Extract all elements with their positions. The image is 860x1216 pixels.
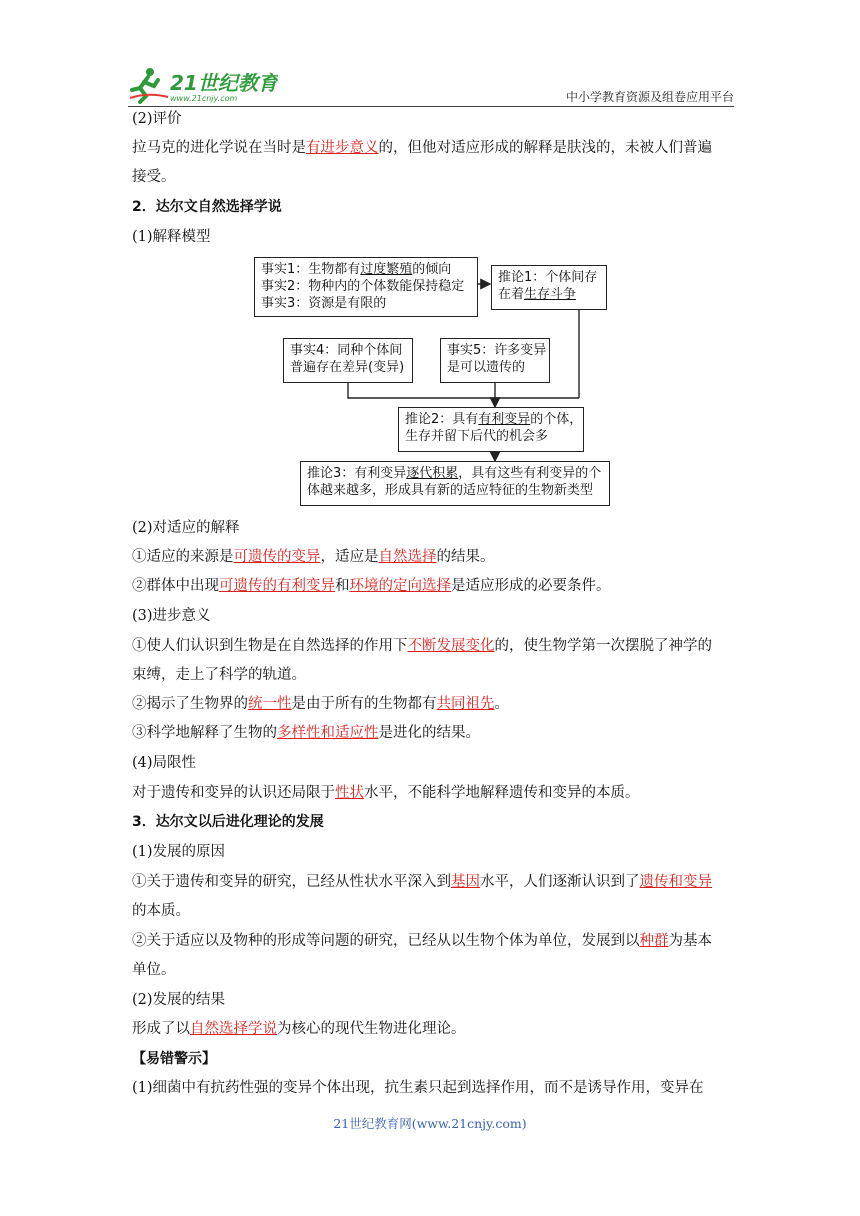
diagram-box-line [447,342,547,359]
text-segment: (1)细菌中有抗药性强的变异个体出现，抗生素只起到选择作用，而不是诱导作用，变异在 [132,1080,704,1096]
text-segment: ②关于适应以及物种的形成等问题的研究，已经从以生物个体为单位，发展到以 [132,933,640,949]
answer-keyword: 环境的定向选择 [349,578,451,594]
text-segment: 普遍存在差异(变异) [290,360,405,375]
underlined-term: 有利变异 [478,412,531,427]
answer-keyword: 共同祖先 [436,696,495,712]
text-segment: 事实1：生物都有 [261,262,361,277]
diagram-box-b5 [398,407,584,452]
text-line [132,931,712,951]
text-segment: ①使人们认识到生物是在自然选择的作用下 [132,638,408,654]
underlined-term: 逐代积累 [406,466,459,481]
text-segment: 事实2：物种内的个体数能保持稳定 [261,279,465,294]
text-segment: ，具有这些有利变异的个 [458,466,602,481]
text-line [132,665,306,685]
text-line [132,606,211,626]
diagram-box-line [447,359,543,376]
text-segment: 是可以遗传的 [447,360,526,375]
diagram-box-b6 [300,461,610,506]
diagram-box-b1 [254,257,478,317]
text-segment: 推论2：具有 [405,412,479,427]
text-segment: 为核心的现代生物进化理论。 [277,1021,466,1037]
diagram-box-line [290,359,406,376]
running-figure-icon [130,68,168,102]
text-segment: 3．达尔文以后进化理论的发展 [132,814,324,830]
text-segment: 事实5：许多变异 [447,343,547,358]
diagram-box-line [261,295,471,312]
text-segment: 是由于所有的生物都有 [291,696,437,712]
answer-keyword: 性状 [335,785,364,801]
footer: 21世纪教育网(www.21cnjy.com) [333,1116,527,1131]
text-line [132,753,196,773]
text-segment: 推论3：有利变异 [307,466,407,481]
diagram-box-line [290,342,406,359]
section-heading [132,812,324,832]
text-segment: 的个体， [530,412,583,427]
text-segment: 是进化的结果。 [378,725,480,741]
text-segment: 的，但他对适应形成的解释是肤浅的，未被人们普遍 [378,140,712,156]
text-segment: 对于遗传和变异的认识还局限于 [132,785,335,801]
logo-main-text: 21世纪教育 [170,71,278,95]
text-segment: 接受。 [132,169,176,185]
text-segment: 事实4：同种个体间 [290,343,403,358]
text-segment: (2)评价 [132,111,182,127]
text-line [132,872,712,892]
text-segment: ②揭示了生物界的 [132,696,248,712]
text-line [132,901,190,921]
text-segment: 水平，不能科学地解释遗传和变异的本质。 [364,785,640,801]
text-segment: (4)局限性 [132,755,197,771]
text-segment: ①关于遗传和变异的研究，已经从性状水平深入到 [132,874,451,890]
text-line [132,723,480,743]
header-divider [128,106,734,107]
underlined-term: 过度繁殖 [360,262,413,277]
diagram-box-line [307,465,603,482]
text-segment: 束缚，走上了科学的轨道。 [132,667,306,683]
answer-keyword: 遗传和变异 [639,874,712,890]
text-segment: ①适应的来源是 [132,549,234,565]
text-line [132,576,611,596]
diagram-box-line [307,482,603,499]
text-line [132,518,240,538]
text-line [132,1078,704,1098]
text-line [132,960,176,980]
text-line [132,109,182,129]
text-segment: 推论1：个体间存 [498,270,598,285]
text-segment: 【易错警示】 [132,1051,216,1067]
text-segment: 形成了以 [132,1021,190,1037]
text-segment: (1)解释模型 [132,229,211,245]
text-line [132,990,225,1010]
answer-keyword: 基因 [451,874,480,890]
text-segment: ③科学地解释了生物的 [132,725,277,741]
text-segment: 的，使生物学第一次摆脱了神学的 [494,638,712,654]
diagram-box-b3 [283,338,413,383]
diagram-box-line [405,411,583,428]
text-line [132,636,712,656]
text-segment: (3)进步意义 [132,608,211,624]
answer-keyword: 有进步意义 [306,140,379,156]
text-segment: 生存并留下后代的机会多 [405,429,549,444]
answer-keyword: 不断发展变化 [407,638,495,654]
text-line [132,783,640,803]
text-segment: 在着 [498,287,525,302]
text-segment: 。 [494,696,509,712]
underlined-term: 生存斗争 [524,287,577,302]
diagram-box-line [498,286,600,303]
text-segment: 和 [335,578,350,594]
diagram-box-b4 [440,338,550,383]
text-segment: (1)发展的原因 [132,844,226,860]
text-segment: 拉马克的进化学说在当时是 [132,140,306,156]
answer-keyword: 多样性和适应性 [277,725,379,741]
text-segment: 的倾向 [412,262,452,277]
section-heading [132,1049,216,1069]
text-segment: 2．达尔文自然选择学说 [132,199,282,215]
section-heading [132,197,282,217]
answer-keyword: 统一性 [248,696,292,712]
answer-keyword: 自然选择 [378,549,437,565]
text-segment: 的结果。 [436,549,495,565]
text-segment: 为基本 [668,933,712,949]
text-line [132,694,509,714]
text-segment: 单位。 [132,962,176,978]
answer-keyword: 可遗传的有利变异 [219,578,335,594]
text-line [132,1019,466,1039]
text-segment: 水平，人们逐渐认识到了 [480,874,640,890]
logo [128,64,278,104]
diagram-box-line [261,278,471,295]
text-segment: 事实3：资源是有限的 [261,296,387,311]
answer-keyword: 可遗传的变异 [233,549,321,565]
text-line [132,842,225,862]
text-segment: (2)对适应的解释 [132,520,240,536]
text-segment: (2)发展的结果 [132,992,226,1008]
diagram-box-line [405,428,577,445]
answer-keyword: 种群 [639,933,669,949]
diagram-box-b2 [491,265,607,310]
text-line [132,167,176,187]
answer-keyword: 自然选择学说 [190,1021,277,1037]
text-line [132,547,495,567]
text-line [132,227,211,247]
text-segment: 体越来越多，形成具有新的适应特征的生物新类型 [307,483,594,498]
diagram-box-line [261,261,471,278]
text-segment: ，适应是 [320,549,379,565]
text-segment: 的本质。 [132,903,190,919]
logo-url-text: www.21cnjy.com [170,94,238,103]
text-segment: ②群体中出现 [132,578,219,594]
diagram-box-line [498,269,600,286]
platform-name: 中小学教育资源及组卷应用平台 [565,90,734,104]
text-segment: 是适应形成的必要条件。 [451,578,611,594]
text-line [132,138,712,158]
